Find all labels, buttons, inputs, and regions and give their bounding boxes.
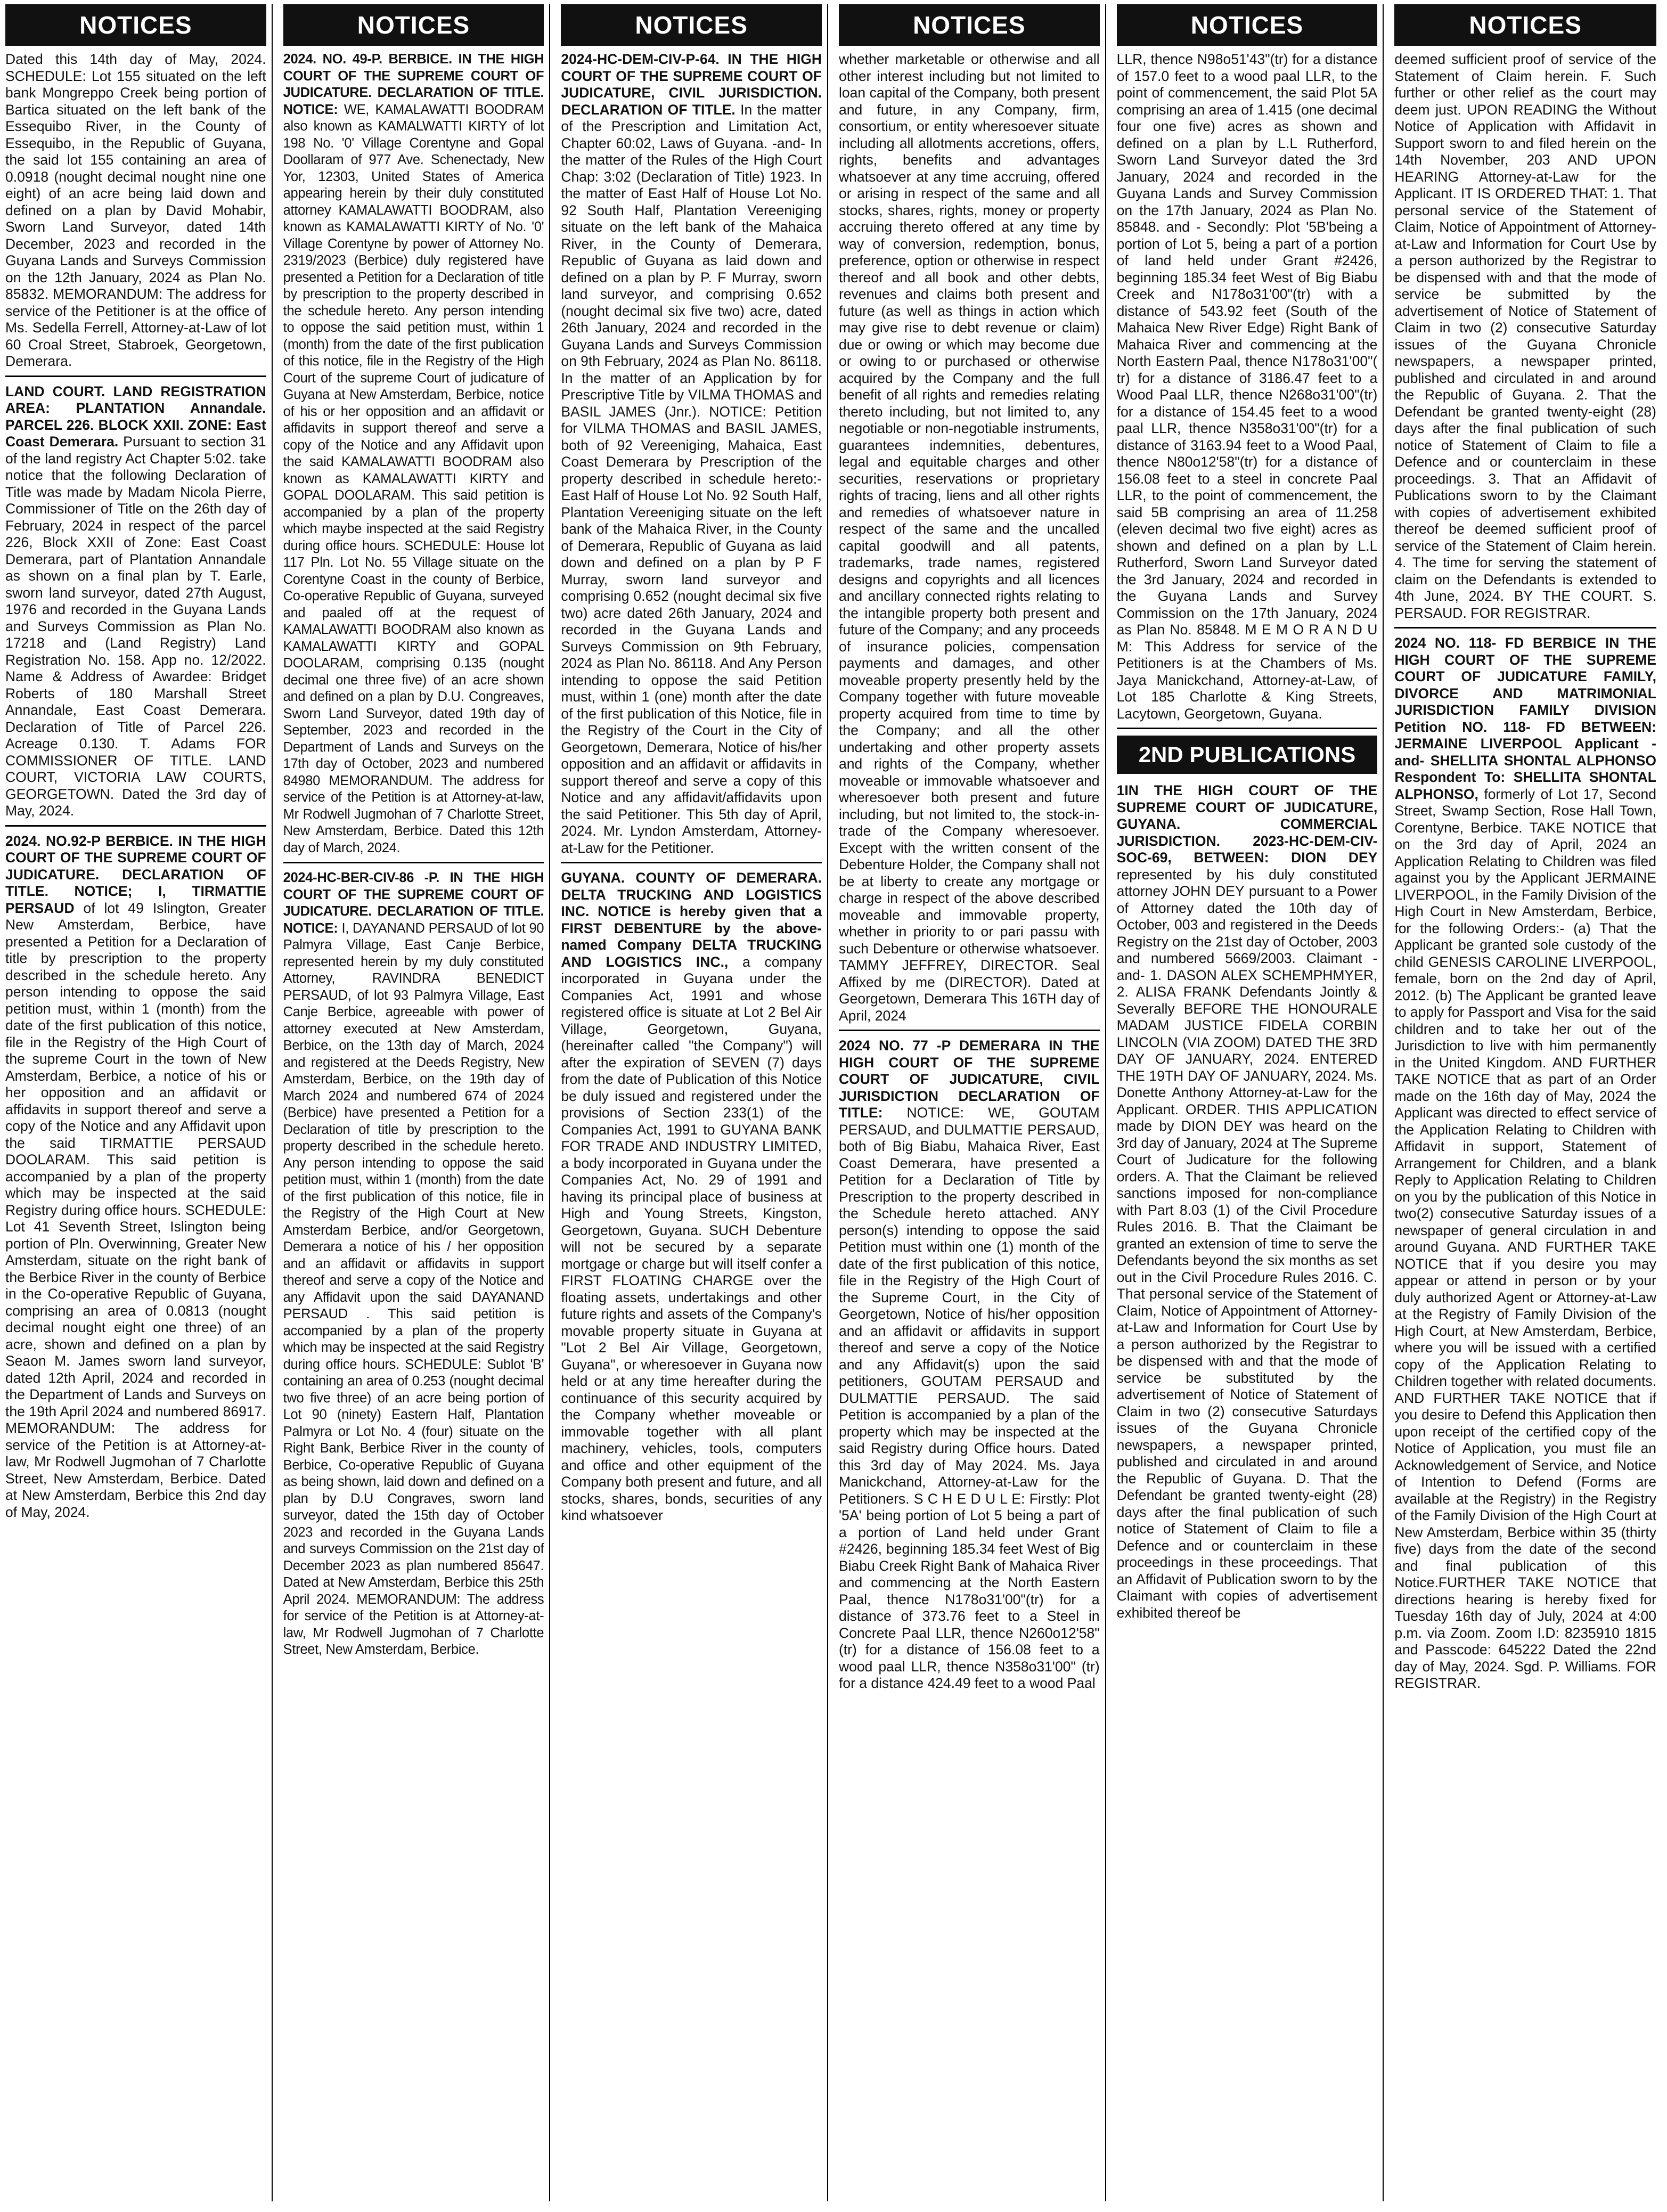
notice	[839, 1036, 1100, 1697]
notice-body: Pursuant to section 31 of the land registry Act Chapter 5:02. take notice that the following Declaration of Title was made by Madam Nicola Pierre, Commissioner of Title on the 26th day of February, 2024 in respect of the parcel 226, Block XXII of Zone: East Coast Demerara, part of Plantation Annandale as shown on a final plan by T. Earle, sworn land surveyor, dated 27th August, 1976 and recorded in the Guyana Lands and Surveys Commission as Plan No. 17218 and (Land Registry) Land Registration No. 158. App no. 12/2022. Name & Address of Awardee: Bridget Roberts of 180 Marshall Street Annandale, East Coast Demerara. Declaration of Title of Parcel 226. Acreage 0.130. T. Adams FOR COMMISSIONER OF TITLE. LAND COURT, VICTORIA LAW COURTS, GEORGETOWN. Dated the 3rd day of May, 2024.	[5, 434, 266, 819]
column-1	[5, 4, 273, 2201]
column-header: NOTICES	[5, 4, 266, 46]
notice	[561, 869, 822, 1530]
notice-title: GUYANA. COUNTY OF DEMERARA. DELTA TRUCKING AND LOGISTICS INC. NOTICE is hereby given that a FIRST DEBENTURE by the above-named Company DELTA TRUCKING AND LOGISTICS INC.,	[561, 870, 822, 970]
notice-body: of lot 49 Islington, Greater New Amsterdam, Berbice, have presented a Petition for a Declaration of title by prescription to the property described in the schedule hereto. Any person intending to oppose the said petition must, within 1 (month) from the date of the first publication of this notice, file in the Registry of the High Court of the supreme Court in the town of New Amsterdam, Berbice, a notice of his or her opposition and an affidavit or affidavits in support thereof and serve a copy of the Notice and any Affidavit upon the said TIRMATTIE PERSAUD DOOLARAM. This said petition is accompanied by a plan of the property which may be inspected at the said Registry during office hours. SCHEDULE: Lot 41 Seventh Street, Islington being portion of Pln. Overwinning, Greater New Amsterdam, situate on the right bank of the Berbice River in the county of Berbice in the Co-operative Republic of Guyana, comprising an area of 0.0813 (nought decimal nought eight one three) of an acre, shown and defined on a plan by Seaon M. James sworn land surveyor, dated 12th April, 2024 and recorded in the Department of Lands and Surveys on the 19th April 2024 and numbered 86917. MEMORANDUM: The address for service of the Petition is at Attorney-at-law, Mr Rodwell Jugmohan of 7 Charlotte Street, New Amsterdam, Berbice. Dated at New Amsterdam, Berbice this 2nd day of May, 2024.	[5, 900, 266, 1520]
column-header: NOTICES	[1394, 4, 1656, 46]
notice	[561, 50, 822, 863]
column-5	[1117, 4, 1384, 2201]
notice	[283, 50, 544, 863]
notice-body: represented by his duly constituted attorney JOHN DEY pursuant to a Power of Attorney dated the 10th day of October, 003 and registered in the Deeds Registry on the 21st day of October, 2003 and numbered 5669/2003. Claimant -and- 1. DASON ALEX SCHEMPHMYER, 2. ALISA FRANK Defendants Jointly & Severally BEFORE THE HONOURALE MADAM JUSTICE FIDELA CORBIN LINCOLN (VIA ZOOM) DATED THE 3RD DAY OF JANUARY, 2024. ENTERED THE 19TH DAY OF JANUARY, 2024. Ms. Donette Anthony Attorney-at-Law for the Applicant. ORDER. THIS APPLICATION made by DION DEY was heard on the 3rd day of January, 2024 at The Supreme Court of Judicature for the following orders. A. That the Claimant be relieved sanctions imposed for non-compliance with Part 8.03 (1) of the Civil Procedure Rules 2016. B. That the Claimant be granted an extension of time to serve the Defendants beyond the six months as set out in the Civil Procedure Rules 2016. C. That personal service of the Statement of Claim, Notice of Appointment of Attorney-at-Law and Information for Court Use by a person authorized by the Registrar to be dispensed with and that the mode of service be substituted by the advertisement of Notice of Statement of Claim in two (2) consecutive Saturdays issues of the Guyana Chronicle newspapers, a newspaper printed, published and circulated in and around the Republic of Guyana. D. That the Defendant be granted twenty-eight (28) days after the final publication of such notice of Statement of Claim to file a Defence and or counterclaim in these proceedings in these proceedings. That an Affidavit of Publication sworn to by the Claimant with copies of advertisement exhibited thereof be	[1116, 866, 1378, 1621]
notice-body: In the matter of the Prescription and Limitation Act, Chapter 60:02, Laws of Guyana. -and- In the matter of the Rules of the High Court Chap: 3:02 (Declaration of Title) 1923. In the matter of East Half of House Lot No. 92 South Half, Plantation Vereeniging situate on the left bank of the Mahaica River, in the County of Demerara, Republic of Guyana as laid down and defined on a plan by P. F Murray, sworn land surveyor, and comprising 0.652 (nought decimal six five two) acre, dated 26th January, 2024 and recorded in the Guyana Lands and Surveys Commission on 9th February, 2024 as Plan No. 86118. In the matter of an Application by for Prescriptive Title by VILMA THOMAS and BASIL JAMES (Jnr.). NOTICE: Petition for VILMA THOMAS and BASIL JAMES, both of 92 Vereeniging, Mahaica, East Coast Demerara by Prescription of the property described in schedule hereto:- East Half of House Lot No. 92 South Half, Plantation Vereeniging situate on the left bank of the Mahaica River, in the County of Demerara, Republic of Guyana as laid down and defined on a plan by P F Murray, sworn land surveyor and comprising 0.652 (nought decimal six five two) acre dated 26th January, 2024 and recorded in the Guyana Lands and Surveys Commission on 9th February, 2024 as Plan No. 86118. And Any Person intending to oppose the said Petition must, within 1 (one) month after the date of the first publication of this Notice, file in the Registry of the Court in the City of Georgetown, Demerara, Notice of his/her opposition and an affidavit or affidavits in support thereof and serve a copy of this Notice and any affidavit/affidavits upon the said Petitioner. This 5th day of April, 2024. Mr. Lyndon Amsterdam, Attorney-at-Law for the Petitioner.	[561, 101, 822, 856]
notice	[283, 869, 544, 1664]
notice	[1117, 781, 1378, 1627]
column-header: NOTICES	[283, 4, 544, 46]
notice-title: 2024-HC-BER-CIV-86 -P. IN THE HIGH COURT OF THE SUPREME COURT OF JUDICATURE. DECLARATION OF TITLE. NOTICE:	[283, 870, 544, 936]
notice-title: 2024-HC-DEM-CIV-P-64. IN THE HIGH COURT OF THE SUPREME COURT OF JUDICATURE, CIVIL JURISDICTION. DECLARATION OF TITLE.	[561, 51, 822, 118]
column-6	[1394, 4, 1662, 2201]
notice-body: a company incorporated in Guyana under the Companies Act, 1991 and whose registered office is situate at Lot 2 Bel Air Village, Georgetown, Guyana, (hereinafter called "the Company") will after the expiration of SEVEN (7) days from the date of Publication of this Notice be duly issued and registered under the provisions of Section 233(1) of the Companies Act, 1991 to GUYANA BANK FOR TRADE AND INDUSTRY LIMITED, a body incorporated in Guyana under the Companies Act, No. 29 of 1991 and having its principal place of business at High and Young Streets, Kingston, Georgetown, Guyana. SUCH Debenture will not be secured by a separate mortgage or charge but will itself confer a FIRST FLOATING CHARGE over the floating assets, undertakings and other future rights and assets of the Company's movable property situate in Guyana at "Lot 2 Bel Air Village, Georgetown, Guyana", or wheresoever in Guyana now held or at any time hereafter during the continuance of this security acquired by the Company whether moveable or immovable together with all plant machinery, vehicles, tools, computers and office and other equipment of the Company both present and future, and all stocks, shares, bonds, securities of any kind whatsoever	[561, 953, 822, 1523]
notice	[839, 50, 1100, 1031]
notice-title: 2024. NO.92-P BERBICE. IN THE HIGH COURT OF THE SUPREME COURT OF JUDICATURE. DECLARATION OF TITLE. NOTICE; I, TIRMATTIE PERSAUD	[5, 832, 266, 916]
notice	[1394, 50, 1656, 628]
notice	[5, 382, 266, 827]
notice-body: I, DAYANAND PERSAUD of lot 90 Palmyra Village, East Canje Berbice, represented herein by my duly constituted Attorney, RAVINDRA BENEDICT PERSAUD, of lot 93 Palmyra Village, East Canje Berbice, agreeable with power of attorney executed at New Amsterdam, Berbice, on the 13th day of March, 2024 and registered at the Deeds Registry, New Amsterdam, Berbice, on the 19th day of March 2024 and numbered 674 of 2024 (Berbice) have presented a Petition for a Declaration of title by prescription to the property described in the schedule hereto. Any person intending to oppose the said petition must, within 1 (month) from the date of the first publication of this notice, file in the Registry of the High Court at New Amsterdam Berbice, and/or Georgetown, Demerara a notice of his / her opposition and an affidavit or affidavits in support thereof and serve a copy of the Notice and any Affidavit upon the said DAYANAND PERSAUD . This said petition is accompanied by a plan of the property which may be inspected at the said Registry during office hours. SCHEDULE: Sublot 'B' containing an area of 0.253 (nought decimal two five three) of an acre being portion of Lot 90 (ninety) Eastern Half, Plantation Palmyra or Lot No. 4 (four) situate on the Right Bank, Berbice River in the county of Berbice, Co-operative Republic of Guyana as being shown, laid down and defined on a plan by D.U Congraves, sworn land surveyor, dated the 15th day of October 2023 and recorded in the Guyana Lands and surveys Commission on the 21st day of December 2023 as plan numbered 85647. Dated at New Amsterdam, Berbice this 25th April 2024. MEMORANDUM: The address for service of the Petition is at Attorney-at-law, Mr Rodwell Jugmohan of 7 Charlotte Street, New Amsterdam, Berbice.	[283, 920, 544, 1657]
notice-body: Dated this 14th day of May, 2024. SCHEDULE: Lot 155 situated on the left bank Mongreppo Creek being portion of Bartica situated on the left bank of the Essequibo River, in the County of Essequibo, in the Republic of Guyana, the said lot 155 containing an area of 0.0918 (nought decimal nought nine one eight) of an acre being laid down and defined on a plan by David Mohabir, Sworn Land Surveyor, dated 14th December, 2023 and recorded in the Guyana Lands and Surveys Commission on the 12th January, 2024 as Plan No. 85832. MEMORANDUM: The address for service of the Petitioner is at the office of Ms. Sedella Ferrell, Attorney-at-Law of lot 60 Croal Street, Stabroek, Georgetown, Demerara.	[5, 51, 266, 369]
notice	[5, 50, 266, 377]
column-header: NOTICES	[1117, 4, 1378, 46]
column-4	[839, 4, 1106, 2201]
notice	[1117, 50, 1378, 729]
notice-body: NOTICE: WE, GOUTAM PERSAUD, and DULMATTIE PERSAUD, both of Big Biabu, Mahaica River, East Coast Demerara, have presented a Petition for a Declaration of Title by Prescription to the property described in the Schedule hereto attached. ANY person(s) intending to oppose the said Petition must within one (1) month of the date of the first publication of this notice, file in the Registry of the High Court of the Supreme Court, in the City of Georgetown, Notice of his/her opposition and an affidavit or affidavits in support thereof and serve a copy of the Notice and any Affidavit(s) upon the said petitioners, GOUTAM PERSAUD and DULMATTIE PERSAUD. The said Petition is accompanied by a plan of the property which may be inspected at the said Registry during Office hours. Dated this 3rd day of May 2024. Ms. Jaya Manickchand, Attorney-at-Law for the Petitioners. S C H E D U L E: Firstly: Plot '5A' being portion of Lot 5 being a part of a portion of Land held under Grant #2426, beginning 185.34 feet West of Big Biabu Creek Right Bank of Mahaica River and commencing at the North Eastern Paal, thence N178o31'00"(tr) for a distance of 373.76 feet to a Steel in Concrete Paal LLR, thence N260o12'58" (tr) for a distance of 156.08 feet to a wood paal LLR, thence N358o31'00" (tr) for a distance 424.49 feet to a wood Paal	[838, 1105, 1100, 1691]
notice-title: 2024 NO. 118- FD BERBICE IN THE HIGH COURT OF THE SUPREME COURT OF JUDICATURE FAMILY, DIVORCE AND MATRIMONIAL JURISDICTION FAMILY DIVISION Petition NO. 118- FD BETWEEN: JERMAINE LIVERPOOL Applicant -and- SHELLITA SHONTAL ALPHONSO Respondent To: SHELLITA SHONTAL ALPHONSO,	[1394, 635, 1656, 802]
notice	[1394, 634, 1656, 1697]
column-header: NOTICES	[561, 4, 822, 46]
notice-title: LAND COURT. LAND REGISTRATION AREA: PLANTATION Annandale. PARCEL 226. BLOCK XXII. ZONE: East Coast Demerara.	[5, 383, 266, 450]
notice-body: formerly of Lot 17, Second Street, Swamp Section, Rose Hall Town, Corentyne, Berbice. TAKE NOTICE that on the 3rd day of April, 2024 an Application Relating to Children was filed against you by the Applicant JERMAINE LIVERPOOL, in the Family Division of the High Court in New Amsterdam, Berbice, for the following Orders:- (a) That the Applicant be granted sole custody of the child GENESIS CAROLINE LIVERPOOL, female, born on the 2nd day of April, 2012. (b) The Applicant be granted leave to apply for Passport and Visa for the said children and to take her out of the Jurisdiction to live with him permanently in the United Kingdom. AND FURTHER TAKE NOTICE that as part of an Order made on the 16th day of May, 2024 the Applicant was directed to effect service of the Application Relating to Children with Affidavit in support, Statement of Arrangement for Children, and a blank Reply to Application Relating to Children on you by the publication of this Notice in two(2) consecutive Saturday issues of a newspaper of general circulation in and around Guyana. AND FURTHER TAKE NOTICE that if you desire you may appear or attend in person or by your duly authorized Agent or Attorney-at-Law at the Registry of Family Division of the High Court, at New Amsterdam, Berbice, where you will be issued with a certified copy of the Application Relating to Children together with related documents. AND FURTHER TAKE NOTICE that if you desire to Defend this Application then upon receipt of the certified copy of the Notice of Application, you must file an Acknowledgement of Service, and Notice of Intention to Defend (Forms are available at the Registry) in the Registry of the Family Division of the High Court at New Amsterdam, Berbice within 35 (thirty five) days from the date of the second and final publication of this Notice.FURTHER TAKE NOTICE that directions hearing is hereby fixed for Tuesday 16th day of July, 2024 at 4:00 p.m. via Zoom. Zoom I.D: 8235910 1815 and Passcode: 645222 Dated the 22nd day of May, 2024. Sgd. P. Williams. FOR REGISTRAR.	[1394, 786, 1656, 1691]
column-2	[283, 4, 551, 2201]
notice-title: 2024. NO. 49-P. BERBICE. IN THE HIGH COURT OF THE SUPREME COURT OF JUDICATURE. DECLARATION OF TITLE. NOTICE:	[283, 52, 544, 117]
notice	[5, 832, 266, 1527]
notice-body: WE, KAMALAWATTI BOODRAM also known as KAMALWATTI KIRTY of lot 198 No. '0' Village Corentyne and Gopal Doollaram of 977 Ave. Schenectady, New Yor, 12303, United States of America appearing herein by their duly constituted attorney KAMALAWATTI BOODRAM, also known as KAMALAWATTI KIRTY of No. '0' Village Corentyne by power of Attorney No. 2319/2023 (Berbice) duly registered have presented a Petition for a Declaration of title by prescription to the property described in the schedule hereto. Any person intending to oppose the said petition must, within 1 (month) from the date of the first publication of this notice, file in the Registry of the High Court of the supreme Court of judicature of Guyana at New Amsterdam, Berbice, notice of his or her opposition and an affidavit or affidavits in support thereof and serve a copy of the Notice and any Affidavit upon the said KAMALAWATTI BOODRAM also known as KAMALAWATTI KIRTY and GOPAL DOOLARAM. This said petition is accompanied by a plan of the property which maybe inspected at the said Registry during office hours. SCHEDULE: House lot 117 Pln. Lot No. 55 Village situate on the Corentyne Coast in the county of Berbice, Co-operative Republic of Guyana, surveyed and paaled off at the request of KAMALAWATTI BOODRAM also known as KAMALAWATTI KIRTY and GOPAL DOOLARAM, comprising 0.135 (nought decimal one three five) of an acre shown and defined on a plan by D.U. Congreaves, Sworn Land Surveyor, dated 19th day of September, 2023 and recorded in the Department of Lands and Surveys on the 17th day of October, 2023 and numbered 84980 MEMORANDUM. The address for service of the Petition is at Attorney-at-law, Mr Rodwell Jugmohan of 7 Charlotte Street, New Amsterdam, Berbice. Dated this 12th day of March, 2024.	[283, 102, 544, 855]
column-header: NOTICES	[839, 4, 1100, 46]
notice-title: 1IN THE HIGH COURT OF THE SUPREME COURT OF JUDICATURE, GUYANA. COMMERCIAL JURISDICTION. 2023-HC-DEM-CIV-SOC-69, BETWEEN: DION DEY	[1116, 782, 1378, 866]
notice-body: deemed sufficient proof of service of the Statement of Claim herein. F. Such further or other relief as the court may deem just. UPON READING the Without Notice of Application with Affidavit in Support sworn to and filed herein on the 14th November, 203 AND UPON HEARING Attorney-at-Law for the Applicant. IT IS ORDERED THAT: 1. That personal service of the Statement of Claim, Notice of Appointment of Attorney-at-Law and Information for Court Use by a person authorized by the Registrar to be dispensed with and that the mode of service be submitted by the advertisement of Notice of Statement of Claim in two (2) consecutive Saturday issues of the Guyana Chronicle newspapers, a newspaper printed, published and circulated in and around the Republic of Guyana. 2. That the Defendant be granted twenty-eight (28) days after the final publication of such notice of Statement of Claim to file a Defence and or counterclaim in these proceedings. 3. That an Affidavit of Publications sworn to by the Claimant with copies of advertisement exhibited thereof be deemed sufficient proof of service of the Statement of Claim herein. 4. The time for serving the statement of claim on the Defendants is extended to 4th June, 2024. BY THE COURT. S. PERSAUD. FOR REGISTRAR.	[1394, 51, 1656, 621]
notice-body: LLR, thence N98o51'43"(tr) for a distance of 157.0 feet to a wood paal LLR, to the point of commencement, the said Plot 5A comprising an area of 1.415 (one decimal four one five) acres as shown and defined on a plan by L.L Rutherford, Sworn Land Surveyor dated the 3rd January, 2024 and recorded in the Guyana Lands and Survey Commission on the 17th January, 2024 as Plan No. 85848. and - Secondly: Plot '5B'being a portion of Lot 5, being a part of a portion of land held under Grant #2426, beginning 185.34 feet West of Big Biabu Creek and N178o31'00"(tr) with a distance of 543.92 feet (South of the Mahaica New River Edge) Right Bank of Mahaica River and commencing at the North Eastern Paal, thence N178o31'00"( tr) for a distance of 3186.47 feet to a Wood Paal LLR, thence N268o31'00"(tr) for a distance of 154.45 feet to a wood paal LLR, thence N358o31'00"(tr) for a distance of 3163.94 feet to a Wood Paal, thence N80o12'58"(tr) for a distance of 156.08 feet to a steel in concrete Paal LLR, to the point of commencement, the said 5B comprising an area of 11.258 (eleven decimal two five eight) acres as shown and defined on a plan by L.L Rutherford, Sworn Land Surveyor dated the 3rd January, 2024 and recorded in the Guyana Lands and Survey Commission on the 17th January, 2024 as Plan No. 85848. M E M O R A N D U M: This Address for service of the Petitioners is at the Chambers of Ms. Jaya Manickchand, Attorney-at-Law, of Lot 185 Charlotte & King Streets, Lacytown, Georgetown, Guyana.	[1116, 51, 1378, 722]
notice-title: 2024 NO. 77 -P DEMERARA IN THE HIGH COURT OF THE SUPREME COURT OF JUDICATURE, CIVIL JURISDICTION DECLARATION OF TITLE:	[838, 1038, 1100, 1121]
section-header: 2ND PUBLICATIONS	[1117, 736, 1378, 774]
newspaper-page	[5, 4, 1662, 2201]
notice-body: whether marketable or otherwise and all other interest including but not limited to loan capital of the Company, both present and future, in any Company, firm, consortium, or entity wheresoever situate including all allotments accretions, offers, rights, benefits and advantages whatsoever at any time accruing, offered or arising in respect of the same and all stocks, shares, rights, money or property accruing thereto offered at any time by way of conversion, redemption, bonus, preference, option or otherwise in respect thereof and all book and other debts, revenues and claims both present and future (as well as things in action which may give rise to debt revenue or claim) due or owing or which may become due or owing to or purchased or otherwise acquired by the Company and the full benefit of all rights and remedies relating thereto including, but not limited to, any negotiable or non-negotiable instruments, guarantees indemnities, debentures, legal and equitable charges and other securities, reservations or proprietary rights of tracing, liens and all other rights and remedies of whatsoever nature in respect of the same and the uncalled capital goodwill and all patents, trademarks, trade names, registered designs and copyrights and all licences and ancillary connected rights relating to the intangible property both present and future of the Company; and any proceeds of insurance policies, compensation payments and damages, and other moveable property presently held by the Company together with future moveable property acquired from time to time by the Company; and all the other undertaking and other property assets and rights of the Company, whether moveable or immovable whatsoever and wheresoever both present and future including, but not limited to, the stock-in-trade of the Company wheresoever. Except with the written consent of the Debenture Holder, the Company shall not be at liberty to create any mortgage or charge in respect of the above described moveable and immovable property, whether in priority to or pari passu with such Debenture or otherwise whatsoever. TAMMY JEFFREY, DIRECTOR. Seal Affixed by me (DIRECTOR). Dated at Georgetown, Demerara This 16TH day of April, 2024	[838, 51, 1100, 1024]
column-3	[561, 4, 828, 2201]
